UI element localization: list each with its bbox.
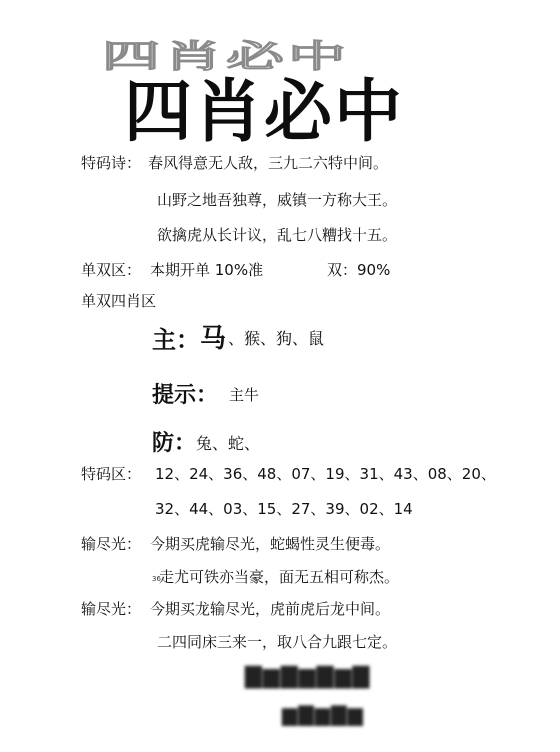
lose-2-line-2: 二四同床三来一，取八合九跟七定。 xyxy=(157,633,398,651)
footer-watermark-line-2: ▆▇▆▇▆ xyxy=(282,702,364,726)
main-pick-rest: 、猴、狗、鼠 xyxy=(228,329,325,348)
page-title: 四肖必中 xyxy=(124,73,405,152)
guard-label: 防： xyxy=(152,431,197,456)
lose-2-label: 输尽光： xyxy=(81,600,142,618)
four-zodiac-label: 单双四肖区 xyxy=(81,292,157,310)
poem-label: 特码诗： xyxy=(81,154,142,172)
main-pick-first: 马 xyxy=(200,324,227,354)
lose-1-line-1: 今期买虎输尽光，蛇蝎性灵生便毒。 xyxy=(150,535,391,553)
numbers-label: 特码区： xyxy=(81,465,142,483)
poem-line-3: 欲擒虎从长计议，乱七八糟找十五。 xyxy=(157,226,398,244)
single-odds: 本期开单 10%准 xyxy=(150,261,264,279)
lose-1-label: 输尽光： xyxy=(81,535,142,553)
lose-2-line-1: 今期买龙输尽光，虎前虎后龙中间。 xyxy=(150,600,391,618)
poem-line-2: 山野之地吾独尊，威镇一方称大王。 xyxy=(157,191,398,209)
single-double-label: 单双区： xyxy=(81,261,142,279)
footer-watermark-line-1: ▇▆▇▆▇▆▇ xyxy=(245,664,371,689)
poem-line-1: 春风得意无人敌，三九二六特中间。 xyxy=(148,154,389,172)
lose-1-mark: 36 xyxy=(152,575,161,583)
numbers-row-2: 32、44、03、15、27、39、02、14 xyxy=(155,500,413,518)
double-odds: 双：90% xyxy=(327,261,391,279)
hint-label: 提示： xyxy=(152,383,219,408)
main-pick-label: 主： xyxy=(152,326,200,354)
title-outline: 四肖必中 xyxy=(102,37,351,75)
numbers-row-1: 12、24、36、48、07、19、31、43、08、20、 xyxy=(155,465,496,483)
hint-value: 主牛 xyxy=(229,386,260,404)
lose-1-line-2: 走尤可铁亦当豪，面无五相可称杰。 xyxy=(159,568,400,586)
guard-value: 兔、蛇、 xyxy=(196,434,261,453)
